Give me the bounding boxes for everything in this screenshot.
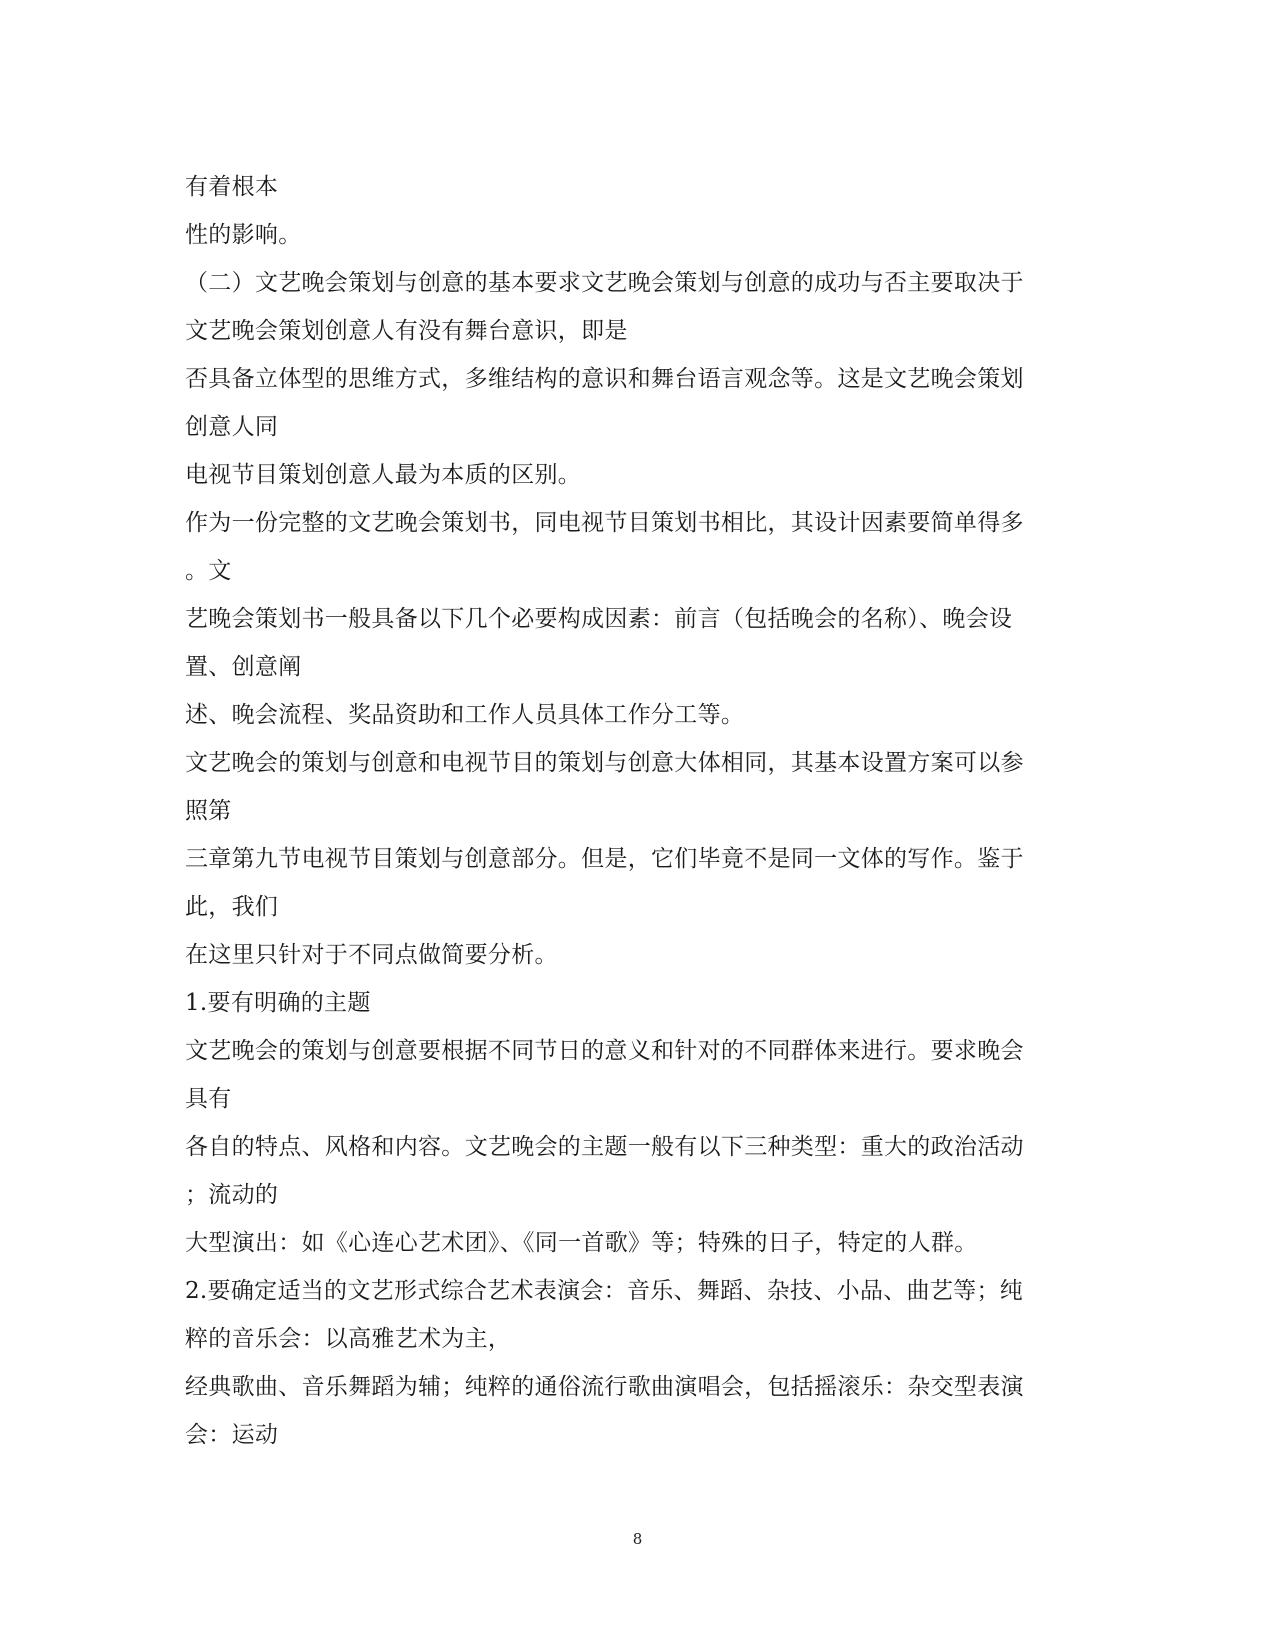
section-heading: 2.要确定适当的文艺形式综合艺术表演会：音乐、舞蹈、杂技、小品、曲艺等；纯 xyxy=(185,1278,1024,1304)
text-line: 三章第九节电视节目策划与创意部分。但是，它们毕竟不是同一文体的写作。鉴于 xyxy=(185,846,1024,872)
text-line: 电视节目策划创意人最为本质的区别。 xyxy=(185,462,582,488)
text-line: 否具备立体型的思维方式，多维结构的意识和舞台语言观念等。这是文艺晚会策划 xyxy=(185,366,1024,392)
text-line: 此，我们 xyxy=(185,894,279,920)
body-text xyxy=(185,163,1085,1459)
text-line: 照第 xyxy=(185,798,232,824)
page-number: 8 xyxy=(632,1530,643,1548)
text-line: 艺晚会策划书一般具备以下几个必要构成因素：前言（包括晚会的名称）、晚会设 xyxy=(185,606,1013,632)
text-line: 在这里只针对于不同点做简要分析。 xyxy=(185,942,558,968)
text-line: （二）文艺晚会策划与创意的基本要求文艺晚会策划与创意的成功与否主要取决于 xyxy=(185,270,1024,296)
text-line: 性的影响。 xyxy=(185,222,302,248)
text-line: 会：运动 xyxy=(185,1422,279,1448)
text-line: 经典歌曲、音乐舞蹈为辅；纯粹的通俗流行歌曲演唱会，包括摇滚乐：杂交型表演 xyxy=(185,1374,1024,1400)
text-line: 粹的音乐会：以高雅艺术为主， xyxy=(185,1326,512,1352)
text-line: 述、晚会流程、奖品资助和工作人员具体工作分工等。 xyxy=(185,702,745,728)
text-line: 。文 xyxy=(185,558,232,584)
text-line: 置、创意阐 xyxy=(185,654,302,680)
text-line: ；流动的 xyxy=(185,1182,279,1208)
text-line: 创意人同 xyxy=(185,414,279,440)
text-line: 各自的特点、风格和内容。文艺晚会的主题一般有以下三种类型：重大的政治活动 xyxy=(185,1134,1024,1160)
text-line: 文艺晚会策划创意人有没有舞台意识，即是 xyxy=(185,318,628,344)
text-line: 文艺晚会的策划与创意和电视节目的策划与创意大体相同，其基本设置方案可以参 xyxy=(185,750,1024,776)
section-heading: 1.要有明确的主题 xyxy=(185,990,371,1016)
text-line: 作为一份完整的文艺晚会策划书，同电视节目策划书相比，其设计因素要简单得多 xyxy=(185,510,1024,536)
text-line: 文艺晚会的策划与创意要根据不同节日的意义和针对的不同群体来进行。要求晚会 xyxy=(185,1038,1024,1064)
text-line: 大型演出：如《心连心艺术团》、《同一首歌》等；特殊的日子，特定的人群。 xyxy=(185,1230,978,1256)
text-line: 具有 xyxy=(185,1086,232,1112)
text-line: 有着根本 xyxy=(185,174,279,200)
